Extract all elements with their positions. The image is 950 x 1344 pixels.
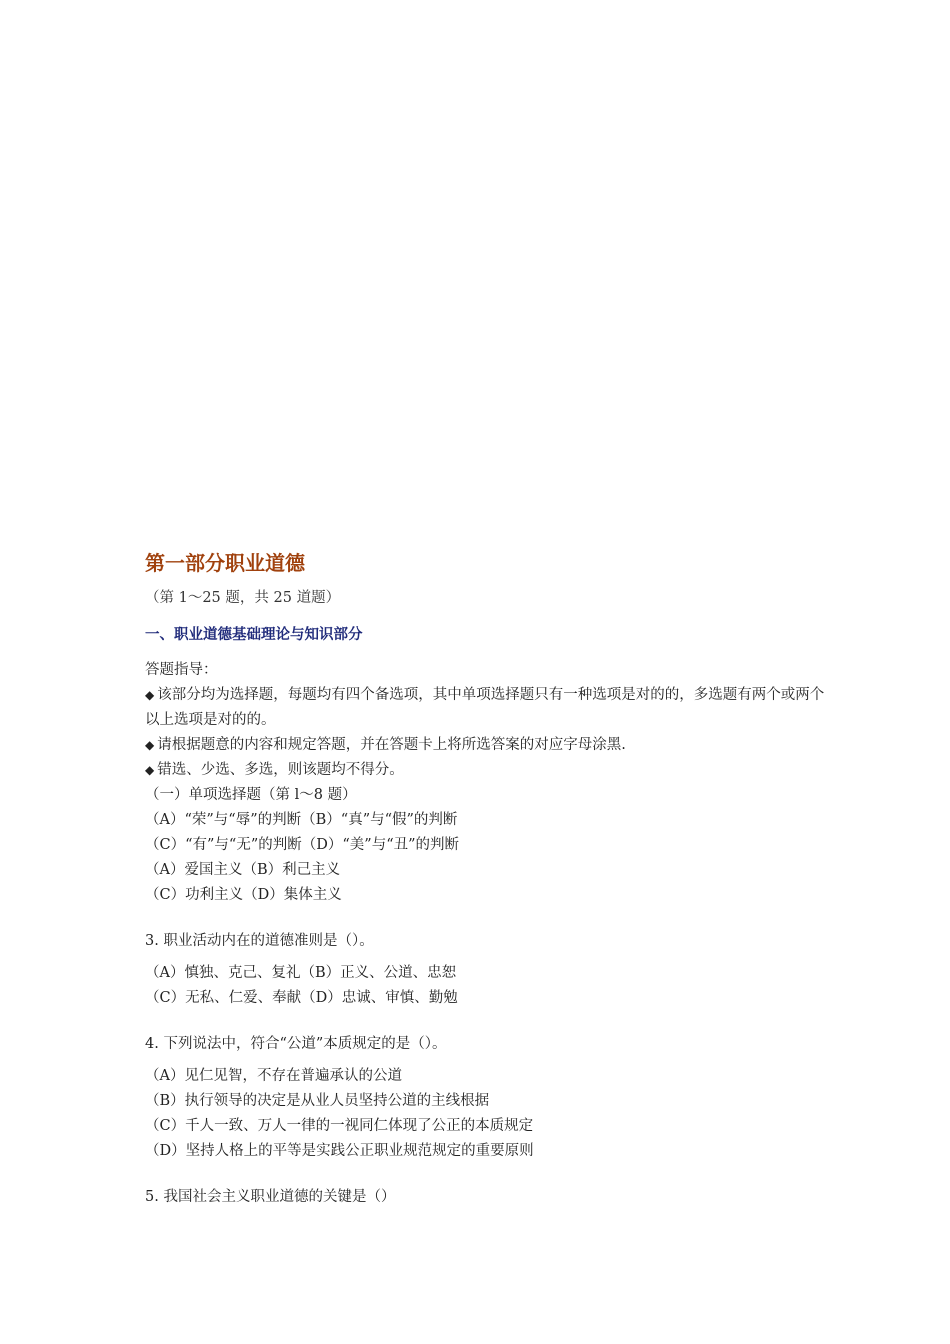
option-line: （B）执行领导的决定是从业人员坚持公道的主线根据 — [145, 1093, 490, 1109]
question-options — [145, 1064, 825, 1164]
option-line: （C）千人一致、万人一律的一视同仁体现了公正的本质规定 — [145, 1118, 534, 1134]
question-5 — [145, 1185, 825, 1210]
subsection-title: （一）单项选择题（第 l～8 题） — [145, 787, 357, 803]
option-line: （A）“荣”与“辱”的判断（B）“真”与“假”的判断 — [145, 812, 458, 828]
guide-bullet: ◆ 该部分均为选择题，每题均有四个备选项，其中单项选择题只有一种选项是对的的，多选题有两个或两个以上选项是对的的。 — [145, 687, 825, 728]
question-stem: 4. 下列说法中，符合“公道”本质规定的是（）。 — [145, 1036, 447, 1052]
part-title: 第一部分职业道德 — [145, 551, 305, 575]
option-line: （A）爱国主义（B）利己主义 — [145, 862, 341, 878]
option-line: （A）见仁见智，不存在普遍承认的公道 — [145, 1068, 402, 1084]
part-range: （第 1～25 题，共 25 道题） — [145, 590, 341, 606]
question-options — [145, 961, 825, 1011]
section-title: 一、职业道德基础理论与知识部分 — [145, 627, 363, 643]
diamond-bullet-icon: ◆ — [145, 763, 155, 777]
guide-bullet: ◆ 错选、少选、多选，则该题均不得分。 — [145, 762, 404, 778]
document-body — [145, 548, 825, 1210]
guide-label: 答题指导： — [145, 662, 218, 678]
answer-guide — [145, 658, 825, 908]
option-line: （A）慎独、克己、复礼（B）正义、公道、忠恕 — [145, 965, 457, 981]
question-4 — [145, 1032, 825, 1164]
option-line: （D）坚持人格上的平等是实践公正职业规范规定的重要原则 — [145, 1143, 534, 1159]
option-line: （C）“有”与“无”的判断（D）“美”与“丑”的判断 — [145, 837, 460, 853]
diamond-bullet-icon: ◆ — [145, 688, 155, 702]
question-stem: 5. 我国社会主义职业道德的关键是（） — [145, 1189, 396, 1205]
question-stem: 3. 职业活动内在的道德准则是（）。 — [145, 933, 374, 949]
option-line: （C）功利主义（D）集体主义 — [145, 887, 342, 903]
guide-bullet: ◆ 请根据题意的内容和规定答题，并在答题卡上将所选答案的对应字母涂黑. — [145, 737, 626, 753]
diamond-bullet-icon: ◆ — [145, 738, 155, 752]
option-line: （C）无私、仁爱、奉献（D）忠诚、审慎、勤勉 — [145, 990, 458, 1006]
question-3 — [145, 929, 825, 1011]
